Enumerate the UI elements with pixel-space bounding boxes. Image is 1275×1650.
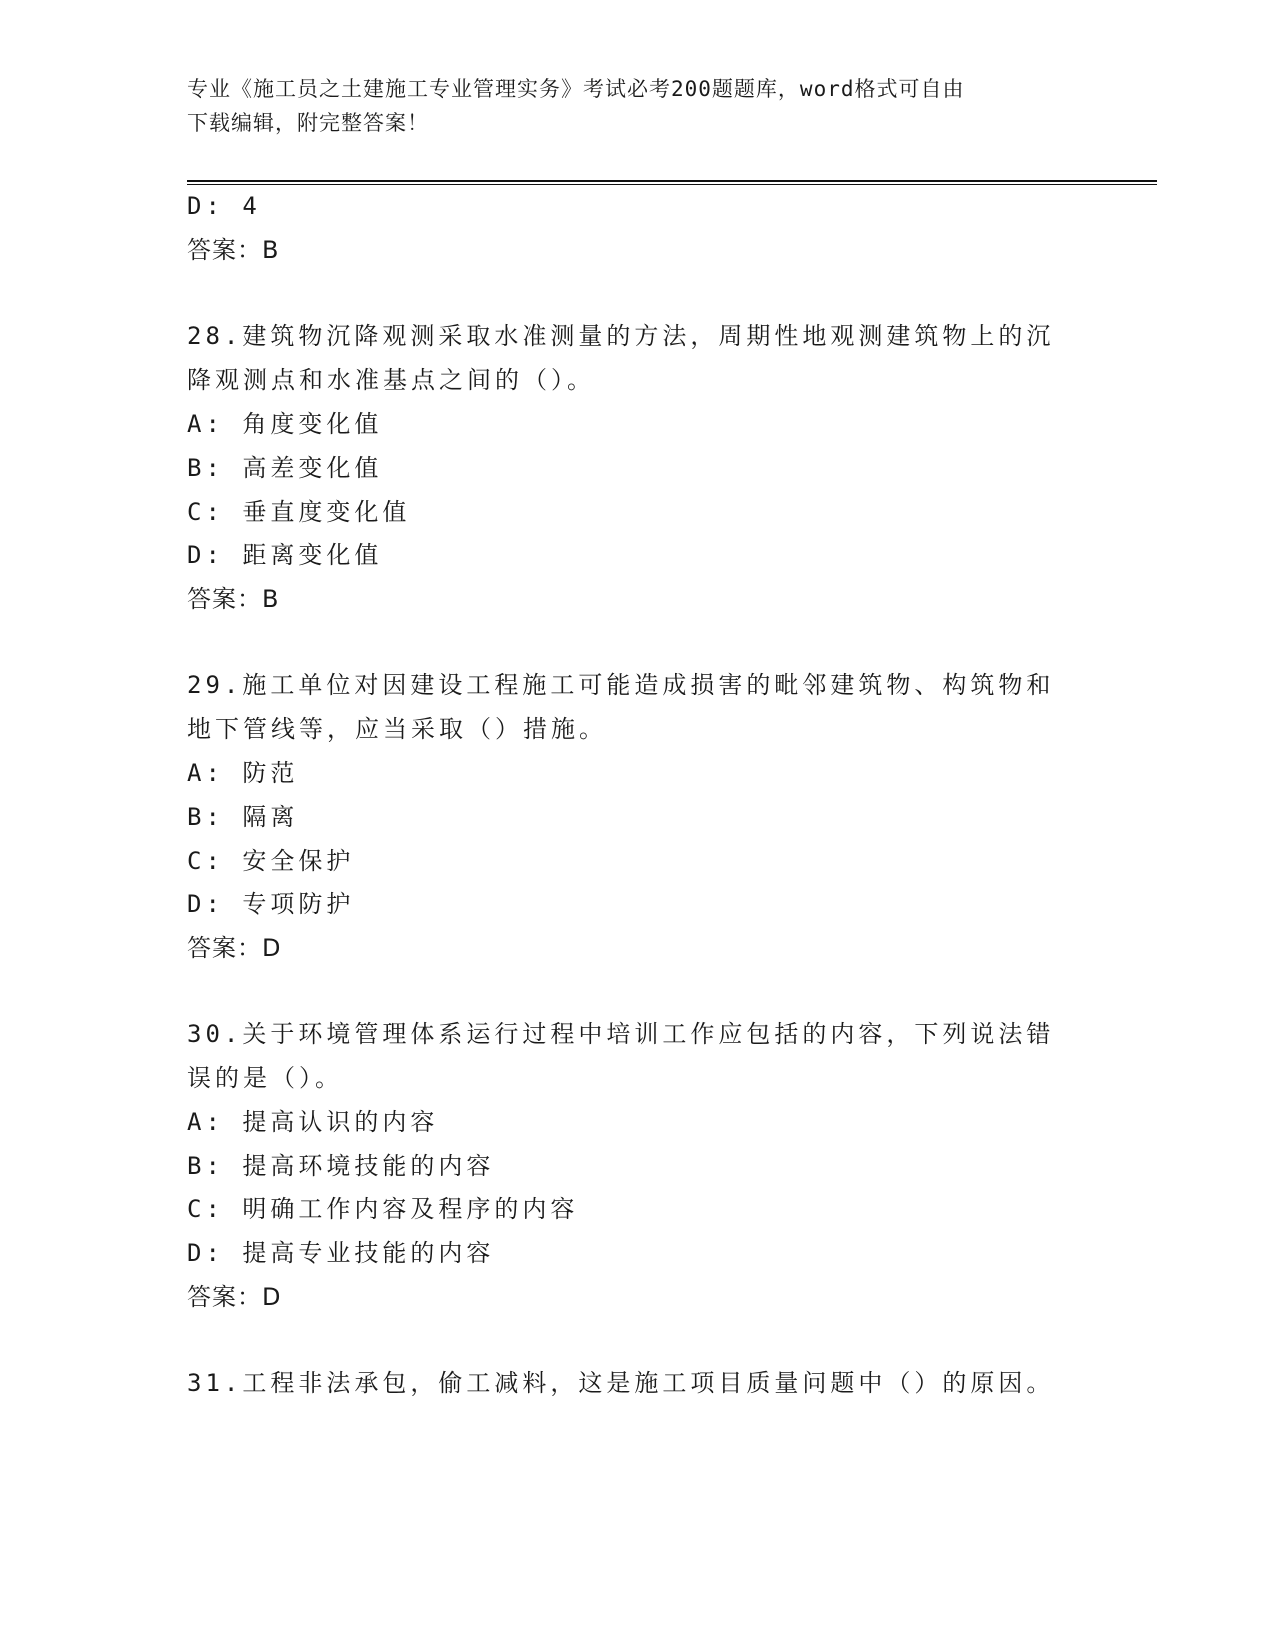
q28-answer: 答案：B bbox=[187, 585, 280, 613]
q29-stem-line-1: 29.施工单位对因建设工程施工可能造成损害的毗邻建筑物、构筑物和 bbox=[187, 671, 1055, 699]
q28-option-a: A: 角度变化值 bbox=[187, 410, 383, 438]
q29-answer: 答案：D bbox=[187, 934, 282, 962]
header-line-1: 专业《施工员之土建施工专业管理实务》考试必考200题题库，word格式可自由 bbox=[187, 77, 965, 101]
q30-answer: 答案：D bbox=[187, 1283, 282, 1311]
header-rule-thin bbox=[187, 184, 1157, 185]
q28-stem-line-1: 28.建筑物沉降观测采取水准测量的方法，周期性地观测建筑物上的沉 bbox=[187, 322, 1055, 350]
prev-option-d: D: 4 bbox=[187, 192, 261, 220]
q31-stem-line-1: 31.工程非法承包，偷工减料，这是施工项目质量问题中（）的原因。 bbox=[187, 1369, 1055, 1397]
page-header bbox=[187, 72, 1087, 140]
header-rule-thick bbox=[187, 180, 1157, 182]
q30-stem-line-1: 30.关于环境管理体系运行过程中培训工作应包括的内容，下列说法错 bbox=[187, 1020, 1055, 1048]
q28-option-c: C: 垂直度变化值 bbox=[187, 498, 411, 526]
q30-option-b: B: 提高环境技能的内容 bbox=[187, 1152, 495, 1180]
q30-option-c: C: 明确工作内容及程序的内容 bbox=[187, 1195, 579, 1223]
q30-option-d: D: 提高专业技能的内容 bbox=[187, 1239, 495, 1267]
q28-option-d: D: 距离变化值 bbox=[187, 541, 383, 569]
q28-stem-line-2: 降观测点和水准基点之间的（）。 bbox=[187, 366, 595, 394]
q29-option-c: C: 安全保护 bbox=[187, 847, 355, 875]
prev-answer: 答案：B bbox=[187, 236, 280, 264]
q29-option-a: A: 防范 bbox=[187, 759, 299, 787]
q29-option-d: D: 专项防护 bbox=[187, 890, 355, 918]
header-line-2: 下载编辑，附完整答案！ bbox=[187, 111, 429, 135]
q29-stem-line-2: 地下管线等，应当采取（）措施。 bbox=[187, 715, 607, 743]
q28-option-b: B: 高差变化值 bbox=[187, 454, 383, 482]
q30-option-a: A: 提高认识的内容 bbox=[187, 1108, 439, 1136]
q29-option-b: B: 隔离 bbox=[187, 803, 299, 831]
q30-stem-line-2: 误的是（）。 bbox=[187, 1064, 343, 1092]
